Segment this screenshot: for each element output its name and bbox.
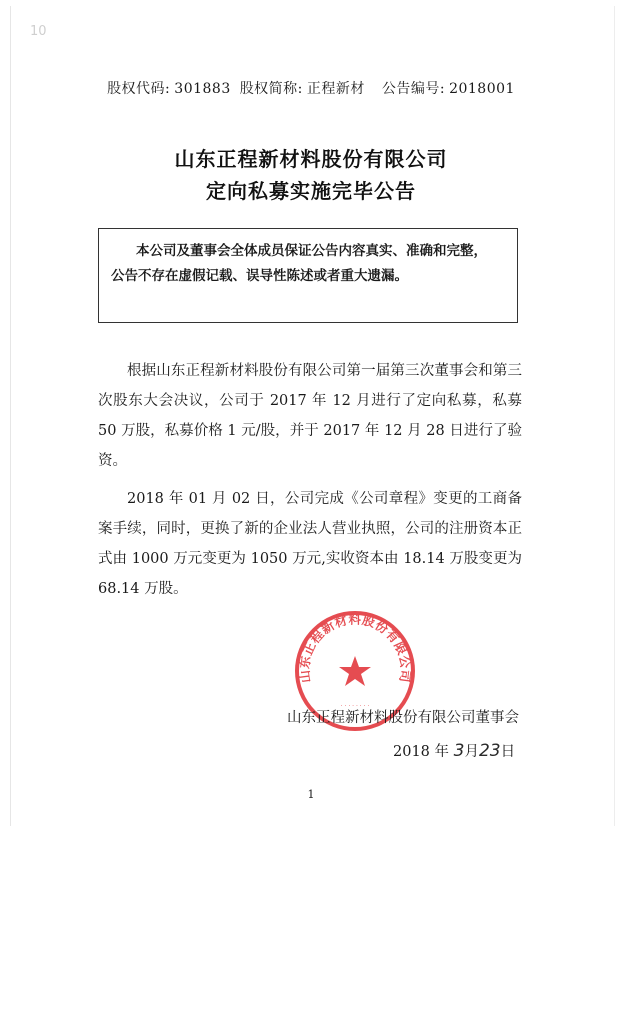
paragraph-1-text: 根据山东正程新材料股份有限公司第一届第三次董事会和第三次股东大会决议，公司于 2017 年 12 月进行了定向私募，私募 50 万股，私募价格 1 元/股，并于 2017 年 12 月 28 日进行了验资。: [98, 363, 522, 469]
announcement-title: 定向私募实施完毕公告: [206, 179, 416, 203]
body-paragraph-2: [98, 484, 522, 604]
paragraph-2-text: 2018 年 01 月 02 日，公司完成《公司章程》变更的工商备案手续，同时，更换了新的企业法人营业执照，公司的注册资本正式由 1000 万元变更为 1050 万元,实收资本由 18.14 万股变更为 68.14 万股。: [98, 491, 522, 597]
disclaimer-line-1: 本公司及董事会全体成员保证公告内容真实、准确和完整，: [136, 243, 487, 259]
signature-date: [393, 740, 515, 761]
stock-abbr-label: 股权简称:: [239, 81, 303, 97]
body-paragraph-1: [98, 356, 522, 476]
disclaimer-line-2: 公告不存在虚假记载、误导性陈述或者重大遗漏。: [111, 268, 408, 284]
date-month-handwritten: 3: [453, 741, 465, 761]
date-year: 2018 年: [393, 744, 450, 760]
announcement-header: [0, 78, 622, 98]
stock-code: 301883: [174, 81, 231, 97]
announcement-no-label: 公告编号:: [381, 81, 446, 97]
seal-star-icon: [339, 656, 371, 686]
company-title: 山东正程新材料股份有限公司: [174, 147, 448, 171]
disclaimer-box: [98, 228, 518, 323]
svg-text:· · · · · · · ·: · · · · · · · ·: [340, 703, 370, 710]
date-day-handwritten: 23: [478, 741, 501, 761]
svg-text:山东正程新材料股份有限公司: 山东正程新材料股份有限公司: [296, 611, 414, 684]
date-month-label: 月: [464, 744, 479, 760]
stock-code-label: 股权代码:: [107, 81, 171, 97]
date-day-label: 日: [500, 744, 516, 760]
corner-mark: 10: [30, 24, 47, 39]
page-number: 1: [307, 788, 315, 801]
stock-abbr: 正程新材: [306, 81, 365, 97]
signature-company: 山东正程新材料股份有限公司董事会: [287, 710, 519, 726]
announcement-no: 2018001: [449, 81, 515, 97]
